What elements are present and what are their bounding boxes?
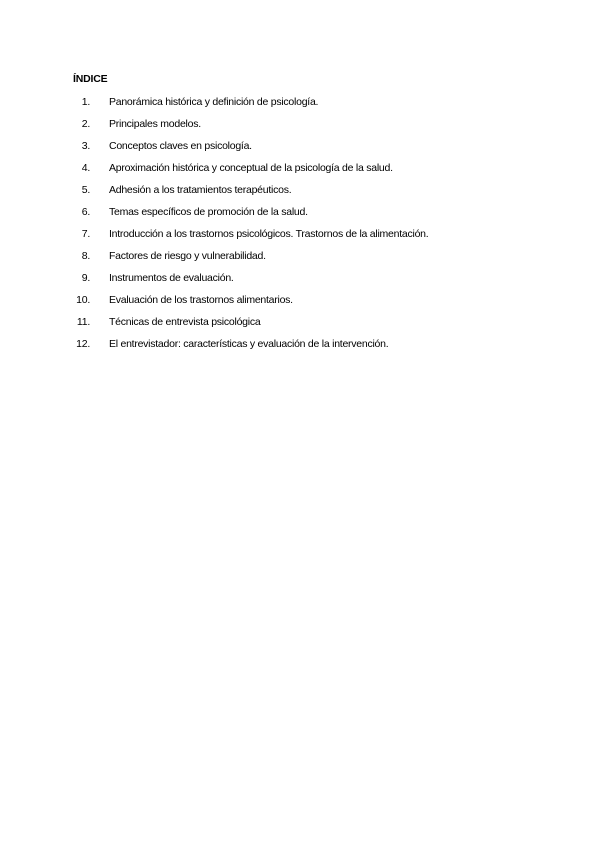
toc-item-number: 2. [81, 118, 90, 130]
toc-item-11 [0, 316, 600, 338]
toc-item-9 [0, 272, 600, 294]
toc-item-text: El entrevistador: características y evaluación de la intervención. [109, 338, 389, 350]
toc-item-text: Evaluación de los trastornos alimentarios. [109, 294, 293, 306]
toc-item-number: 4. [81, 162, 90, 174]
toc-item-number: 8. [81, 250, 90, 262]
toc-item-text: Factores de riesgo y vulnerabilidad. [109, 250, 266, 262]
toc-item-number: 7. [81, 228, 90, 240]
toc-item-2 [0, 118, 600, 140]
toc-item-10 [0, 294, 600, 316]
toc-item-number: 12. [76, 338, 90, 350]
toc-item-8 [0, 250, 600, 272]
toc-item-number: 1. [81, 96, 90, 108]
toc-item-7 [0, 228, 600, 250]
toc-item-1 [0, 96, 600, 118]
toc-item-number: 6. [81, 206, 90, 218]
toc-item-6 [0, 206, 600, 228]
toc-item-number: 5. [81, 184, 90, 196]
toc-item-5 [0, 184, 600, 206]
table-of-contents [0, 96, 600, 360]
toc-item-text: Principales modelos. [109, 118, 201, 130]
toc-item-text: Instrumentos de evaluación. [109, 272, 234, 284]
toc-item-12 [0, 338, 600, 360]
toc-item-number: 3. [81, 140, 90, 152]
toc-item-4 [0, 162, 600, 184]
toc-item-3 [0, 140, 600, 162]
index-heading: ÍNDICE [73, 73, 108, 85]
toc-item-text: Conceptos claves en psicología. [109, 140, 252, 152]
toc-item-text: Temas específicos de promoción de la salud. [109, 206, 308, 218]
toc-item-text: Aproximación histórica y conceptual de la psicología de la salud. [109, 162, 393, 174]
toc-item-number: 11. [76, 316, 90, 328]
toc-item-text: Técnicas de entrevista psicológica [109, 316, 261, 328]
toc-item-text: Introducción a los trastornos psicológicos. Trastornos de la alimentación. [109, 228, 429, 240]
toc-item-text: Adhesión a los tratamientos terapéuticos. [109, 184, 292, 196]
toc-item-number: 9. [81, 272, 90, 284]
toc-item-text: Panorámica histórica y definición de psicología. [109, 96, 319, 108]
toc-item-number: 10. [76, 294, 90, 306]
